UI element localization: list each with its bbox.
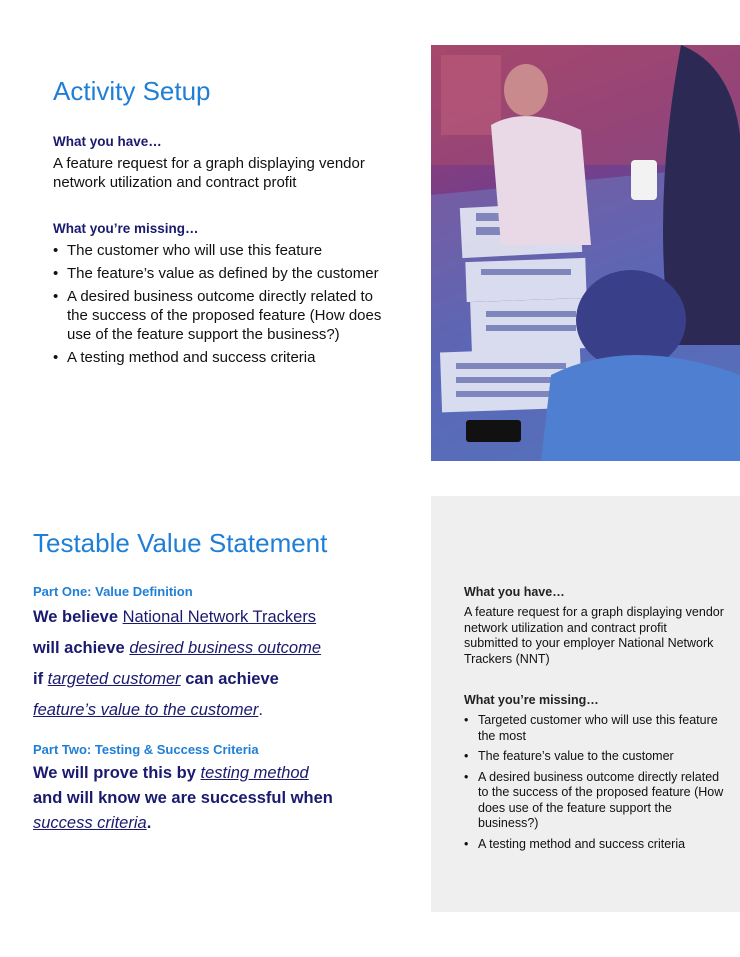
statement-line-7	[33, 814, 151, 833]
list-item: • A desired business outcome directly related to the success of the proposed feature (How does use of the feature support the business?)	[464, 770, 724, 832]
statement-text: We believe	[33, 608, 123, 626]
statement-line-4	[33, 701, 263, 720]
activity-have-heading: What you have…	[53, 134, 162, 149]
team-photo	[431, 45, 740, 461]
activity-missing-heading: What you’re missing…	[53, 221, 199, 236]
panel-have-text: A feature request for a graph displaying vendor network utilization and contract profit submitted to your employer National Network Trackers (NNT)	[464, 605, 724, 666]
statement-text: .	[258, 701, 263, 719]
statement-text: .	[146, 814, 152, 832]
company-fill: National Network Trackers	[122, 608, 317, 626]
team-photo-illustration	[431, 45, 740, 461]
statement-line-3	[33, 670, 279, 689]
list-item: • Targeted customer who will use this feature the most	[464, 713, 724, 744]
list-item: • A desired business outcome directly related to the success of the proposed feature (How does use of the feature support the business?)	[53, 287, 393, 344]
statement-line-5	[33, 764, 309, 783]
outcome-fill: desired business outcome	[129, 639, 322, 657]
testing-fill: testing method	[200, 764, 309, 782]
statement-text: We will prove this by	[33, 764, 201, 782]
statement-text: if	[33, 670, 48, 688]
part-two-label: Part Two: Testing & Success Criteria	[33, 742, 259, 757]
list-item: • The feature’s value as defined by the customer	[53, 264, 393, 283]
list-item: • The customer who will use this feature	[53, 241, 393, 260]
list-item: • The feature’s value to the customer	[464, 749, 724, 765]
statement-text: can achieve	[180, 670, 279, 688]
list-item: • A testing method and success criteria	[53, 348, 393, 367]
value-fill: feature’s value to the customer	[33, 701, 259, 719]
panel-have-heading: What you have…	[464, 585, 565, 599]
part-one-label: Part One: Value Definition	[33, 584, 193, 599]
statement-line-1	[33, 608, 316, 627]
panel-missing-list	[464, 713, 724, 857]
criteria-fill: success criteria	[33, 814, 147, 832]
statement-title: Testable Value Statement	[33, 528, 328, 558]
customer-fill: targeted customer	[47, 670, 181, 688]
statement-line-6: and will know we are successful when	[33, 789, 333, 807]
activity-title: Activity Setup	[53, 76, 211, 106]
statement-text: will achieve	[33, 639, 130, 657]
statement-line-2	[33, 639, 321, 658]
activity-have-text: A feature request for a graph displaying vendor network utilization and contract profit	[53, 155, 365, 191]
panel-missing-heading: What you’re missing…	[464, 693, 599, 707]
activity-missing-list	[53, 241, 393, 371]
list-item: • A testing method and success criteria	[464, 837, 724, 853]
